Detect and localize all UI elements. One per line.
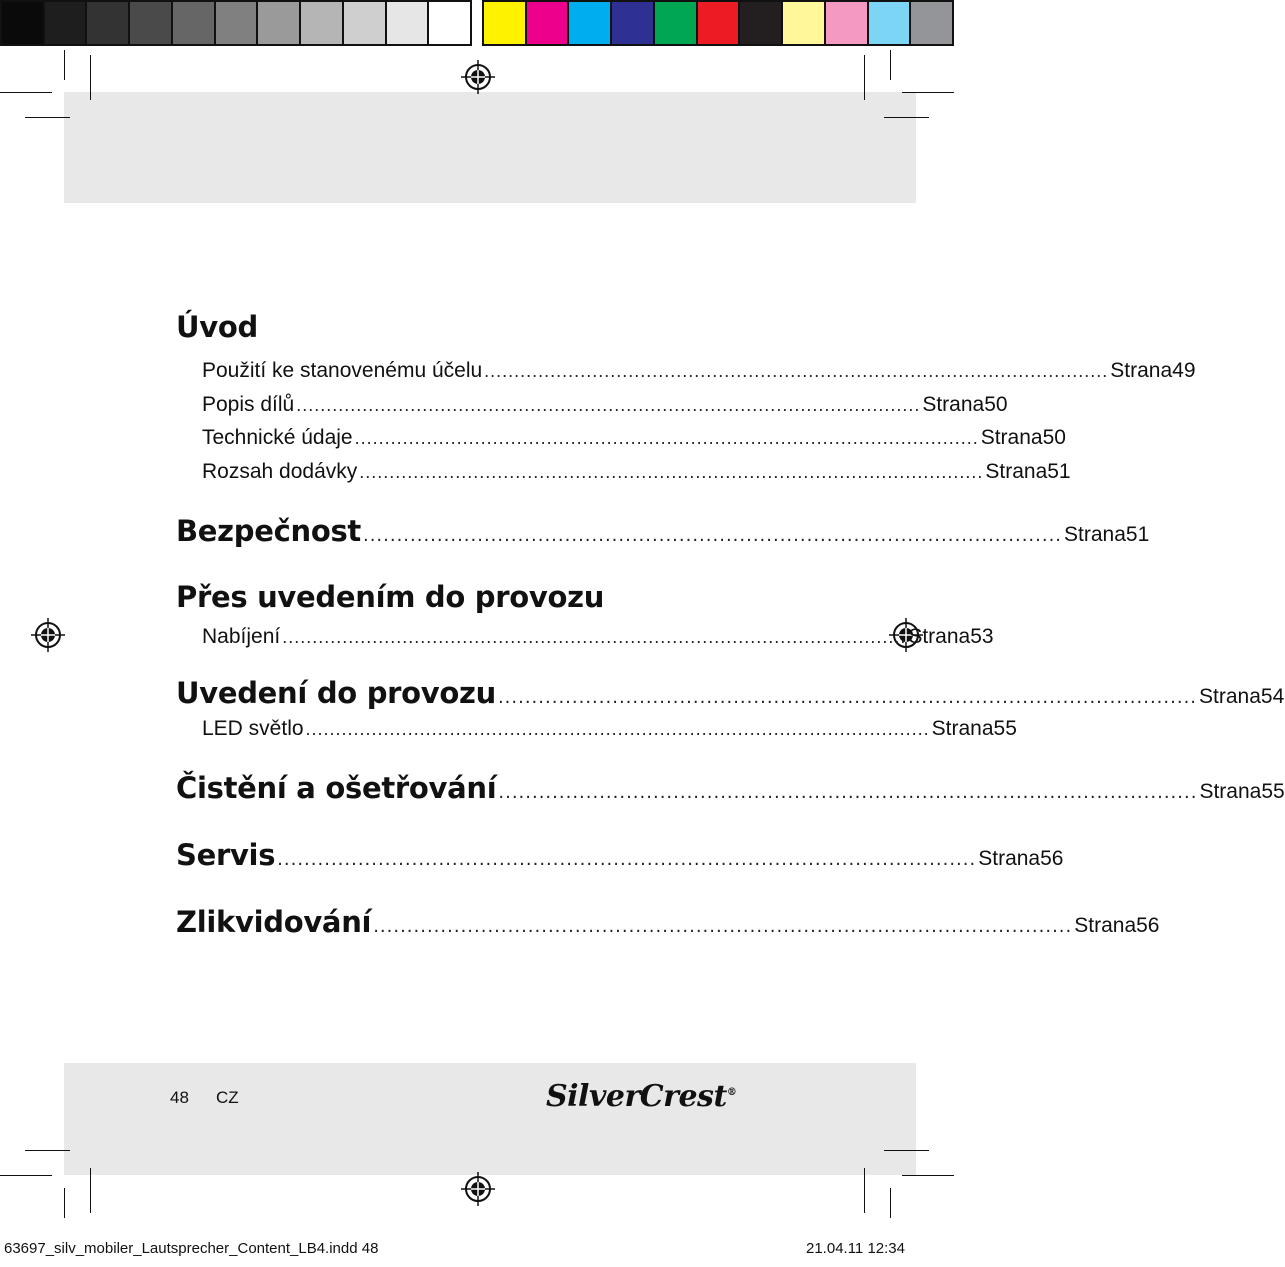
color-swatch — [258, 2, 301, 44]
toc-section-heading[interactable] — [176, 675, 1285, 712]
crop-mark — [864, 1168, 865, 1213]
color-swatch — [2, 2, 45, 44]
color-swatch — [173, 2, 216, 44]
color-swatch — [344, 2, 387, 44]
page-number: 51 — [1125, 523, 1150, 546]
header-band — [64, 92, 916, 203]
page-number: 50 — [1042, 426, 1066, 449]
crop-mark — [0, 92, 52, 93]
dot-leader: ........................................................................................................ — [305, 718, 930, 739]
entry-label: Rozsah dodávky — [202, 459, 358, 483]
color-swatch — [45, 2, 88, 44]
dot-leader: ........................................................................................................ — [296, 394, 921, 415]
page-word: Strana — [978, 847, 1041, 870]
color-swatch — [387, 2, 430, 44]
crop-mark — [902, 1175, 954, 1176]
toc-section-heading — [176, 580, 778, 620]
crop-mark — [890, 50, 891, 80]
footer-language-code: CZ — [216, 1088, 239, 1107]
grayscale-color-bar — [0, 0, 472, 46]
section-title: Přes uvedením do provozu — [176, 580, 605, 614]
color-swatch — [655, 2, 698, 44]
toc-entry[interactable] — [202, 421, 1066, 455]
color-swatch — [612, 2, 655, 44]
registration-mark-icon — [460, 1171, 496, 1207]
page-number: 55 — [993, 716, 1017, 740]
crop-mark — [884, 117, 929, 118]
color-swatch — [826, 2, 869, 44]
crop-mark — [90, 1168, 91, 1213]
crop-mark — [64, 1188, 65, 1218]
color-swatch — [740, 2, 783, 44]
dot-leader: ........................................................................................................ — [277, 849, 977, 870]
dot-leader: ........................................................................................................ — [362, 525, 1063, 546]
toc-entry[interactable] — [202, 712, 1017, 746]
crop-mark — [902, 92, 954, 93]
entry-label: Technické údaje — [202, 426, 353, 449]
process-color-bar — [482, 0, 954, 46]
crop-mark — [25, 117, 70, 118]
crop-mark — [864, 55, 865, 100]
section-title: Úvod — [176, 310, 258, 344]
toc-section-heading[interactable] — [176, 905, 1160, 945]
color-swatch — [216, 2, 259, 44]
page-word: Strana — [1074, 914, 1137, 937]
page-number: 56 — [1040, 847, 1064, 870]
page-word: Strana — [1199, 780, 1262, 803]
section-title: Čistění a ošetřování — [176, 771, 497, 805]
toc-section-heading[interactable] — [176, 838, 1064, 878]
toc-entry[interactable] — [202, 620, 994, 654]
table-of-contents — [176, 310, 1285, 945]
page-word: Strana — [980, 426, 1043, 449]
page-number: 51 — [1047, 459, 1071, 483]
page-number: 56 — [1136, 914, 1160, 937]
crop-mark — [64, 50, 65, 80]
page-word: Strana — [1199, 684, 1261, 708]
slug-date-time: 21.04.11 12:34 — [806, 1240, 905, 1257]
registration-mark-icon — [30, 617, 66, 653]
page-number: 53 — [970, 625, 994, 648]
registration-mark-icon — [460, 59, 496, 95]
color-swatch — [484, 2, 527, 44]
toc-section-heading — [176, 310, 778, 354]
section-title: Bezpečnost — [176, 514, 361, 548]
page-number: 54 — [1260, 684, 1285, 708]
color-swatch — [911, 2, 952, 44]
crop-mark — [25, 1150, 70, 1151]
dot-leader: ........................................................................................................ — [373, 916, 1073, 937]
section-title: Servis — [176, 838, 276, 872]
toc-section-heading[interactable] — [176, 514, 1150, 554]
entry-label: Popis dílů — [202, 392, 295, 416]
color-swatch — [698, 2, 741, 44]
color-swatch — [301, 2, 344, 44]
crop-mark — [884, 1150, 929, 1151]
section-title: Uvedení do provozu — [176, 675, 496, 710]
dot-leader: ........................................................................................................ — [354, 428, 979, 448]
toc-entry[interactable] — [202, 388, 1008, 422]
page-number: 50 — [984, 392, 1008, 416]
page-number: 49 — [1172, 359, 1196, 382]
crop-mark — [90, 55, 91, 100]
dot-leader: ........................................................................................................ — [282, 627, 907, 647]
page-word: Strana — [1110, 359, 1173, 382]
dot-leader: ........................................................................................................ — [498, 782, 1198, 803]
crop-mark — [890, 1188, 891, 1218]
footer-page-number: 48 — [170, 1088, 189, 1107]
page-number: 55 — [1261, 780, 1285, 803]
toc-section-heading[interactable] — [176, 771, 1285, 811]
color-swatch — [569, 2, 612, 44]
footer-band — [64, 1063, 916, 1175]
entry-label: Použití ke stanovenému účelu — [202, 359, 483, 382]
page-word: Strana — [931, 716, 994, 740]
entry-label: LED světlo — [202, 716, 304, 740]
dot-leader: ........................................................................................................ — [497, 686, 1198, 708]
slug-filename: 63697_silv_mobiler_Lautsprecher_Content_LB4.indd 48 — [4, 1240, 379, 1257]
color-swatch — [429, 2, 470, 44]
registered-mark: ® — [726, 1087, 737, 1098]
section-title: Zlikvidování — [176, 905, 372, 939]
color-swatch — [783, 2, 826, 44]
silvercrest-logo — [546, 1079, 736, 1114]
entry-label: Nabíjení — [202, 625, 281, 648]
color-swatch — [130, 2, 173, 44]
color-swatch — [87, 2, 130, 44]
dot-leader: ........................................................................................................ — [359, 461, 984, 482]
brand-name: SilverCrest — [546, 1079, 727, 1114]
toc-entry[interactable] — [202, 455, 1071, 489]
page-word: Strana — [1064, 523, 1126, 546]
page-word: Strana — [922, 392, 985, 416]
crop-mark — [0, 1175, 52, 1176]
color-swatch — [527, 2, 570, 44]
dot-leader: ........................................................................................................ — [484, 361, 1109, 381]
page-word: Strana — [985, 459, 1048, 483]
page-word: Strana — [908, 625, 971, 648]
toc-entry[interactable] — [202, 354, 1196, 388]
color-swatch — [869, 2, 912, 44]
